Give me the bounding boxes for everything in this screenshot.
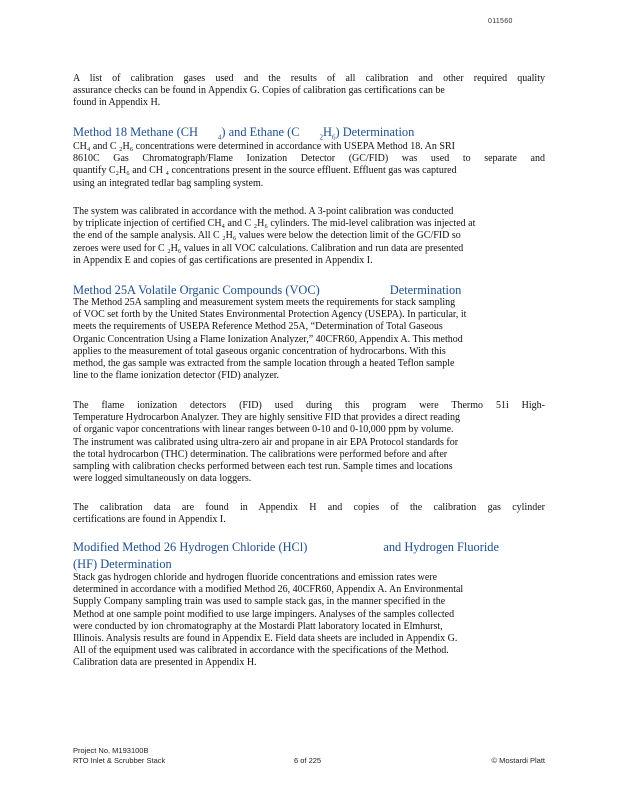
text-line: certifications are found in Appendix I. [73,514,226,526]
text-line: A list of calibration gases used and the results of all calibration and other required quality [73,73,545,84]
text-line: All of the equipment used was calibrated in accordance with the specifications of the Method. [73,645,449,657]
method-18-paragraph-1 [73,141,545,190]
footer-project-number: Project No. M193100B [73,746,149,755]
text-line: zeroes were used for C ₂H₆ values in all VOC calculations. Calibration and run data are presented [73,242,464,254]
footer-page-number: 6 of 225 [294,756,322,765]
text-line: Stack gas hydrogen chloride and hydrogen fluoride concentrations and emission rates were [73,572,438,583]
footer-subject: RTO Inlet & Scrubber Stack [73,756,166,765]
text-line: Organic Concentration Using a Flame Ionization Analyzer,” 40CFR60, Appendix A. This method [73,333,463,345]
text-line: by triplicate injection of certified CH₄ and C ₂H₆ cylinders. The mid-level calibration was injected at [73,218,476,230]
text-line: of organic vapor concentrations with linear ranges between 0-10 and 0-10,000 ppm by volume. [73,424,454,436]
text-line: Illinois. Analysis results are found in Appendix E. Field data sheets are included in Appendix G. [73,633,458,645]
text-line: method, the gas sample was extracted from the sample location through a heated Teflon sample [73,358,455,370]
section-heading-method-18: Method 18 Methane (CH $_4$) and Ethane (C $_2H_6$) Determination [73,125,415,142]
text-line: CH₄ and C ₂H₆ concentrations were determined in accordance with USEPA Method 18. An SRI [73,141,455,152]
section-heading-method-26: Modified Method 26 Hydrogen Chloride (HCl) and Hydrogen Fluoride [73,540,499,554]
page-stamp: 011560 [488,18,513,25]
text-line: the total hydrocarbon (THC) determination. The calibrations were performed before and after [73,448,448,460]
text-line: meets the requirements of USEPA Reference Method 25A, “Determination of Total Gaseous [73,321,443,333]
text-line: The flame ionization detectors (FID) used during this program were Thermo 51i High- [73,400,545,411]
text-line: found in Appendix H. [73,97,161,109]
intro-paragraph [73,73,545,110]
section-heading-method-25a: Method 25A Volatile Organic Compounds (VOC) Determination [73,283,462,297]
text-line: using an integrated tedlar bag sampling system. [73,177,264,189]
text-line: line to the flame ionization detector (FID) analyzer. [73,370,280,382]
text-line: sampling with calibration checks performed between each test run. Sample times and locations [73,461,453,473]
text-line: Calibration data are presented in Appendix H. [73,657,257,669]
method-26-paragraph-1 [73,572,545,670]
method-18-paragraph-2 [73,206,545,267]
page-footer [73,746,545,766]
text-line: The calibration data are found in Appendix H and copies of the calibration gas cylinder [73,502,545,513]
text-line: The instrument was calibrated using ultra-zero air and propane in air EPA Protocol standards for [73,436,459,448]
method-25a-paragraph-1 [73,297,545,382]
text-line: assurance checks can be found in Appendix G. Copies of calibration gas certifications can be [73,85,445,97]
text-line: were logged simultaneously on data loggers. [73,473,252,485]
text-line: the end of the sample analysis. All C ₂H₆ values were below the detection limit of the GC/FID so [73,230,461,242]
method-25a-paragraph-3 [73,502,545,526]
text-line: Method at one sample point modified to use large impingers. Analyses of the samples collected [73,608,455,620]
text-line: of VOC set forth by the United States Environmental Protection Agency (USEPA). In particular, it [73,309,467,321]
footer-company: © Mostardi Platt [491,756,545,765]
text-line: Temperature Hydrocarbon Analyzer. They are highly sensitive FID that provides a direct reading [73,412,461,424]
text-line: Supply Company sampling train was used to sample stack gas, in the manner specified in the [73,596,446,608]
text-line: were conducted by ion chromatography at the Mostardi Platt laboratory located in Elmhurst, [73,620,443,632]
method-25a-paragraph-2 [73,400,545,485]
text-line: determined in accordance with a modified Method 26, 40CFR60, Appendix A. An Environmental [73,584,464,596]
text-line: 8610C Gas Chromatograph/Flame Ionization Detector (GC/FID) was used to separate and [73,153,545,165]
text-line: applies to the measurement of total gaseous organic concentration of hydrocarbons. With this [73,345,446,357]
section-heading-method-26-cont: (HF) Determination [73,557,172,571]
text-line: The system was calibrated in accordance with the method. A 3-point calibration was conducted [73,206,454,217]
text-line: quantify C₂H₆ and CH ₄ concentrations present in the source effluent. Effluent gas was captured [73,165,457,177]
text-line: in Appendix E and copies of gas certifications are presented in Appendix I. [73,254,373,266]
text-line: The Method 25A sampling and measurement system meets the requirements for stack sampling [73,297,456,308]
